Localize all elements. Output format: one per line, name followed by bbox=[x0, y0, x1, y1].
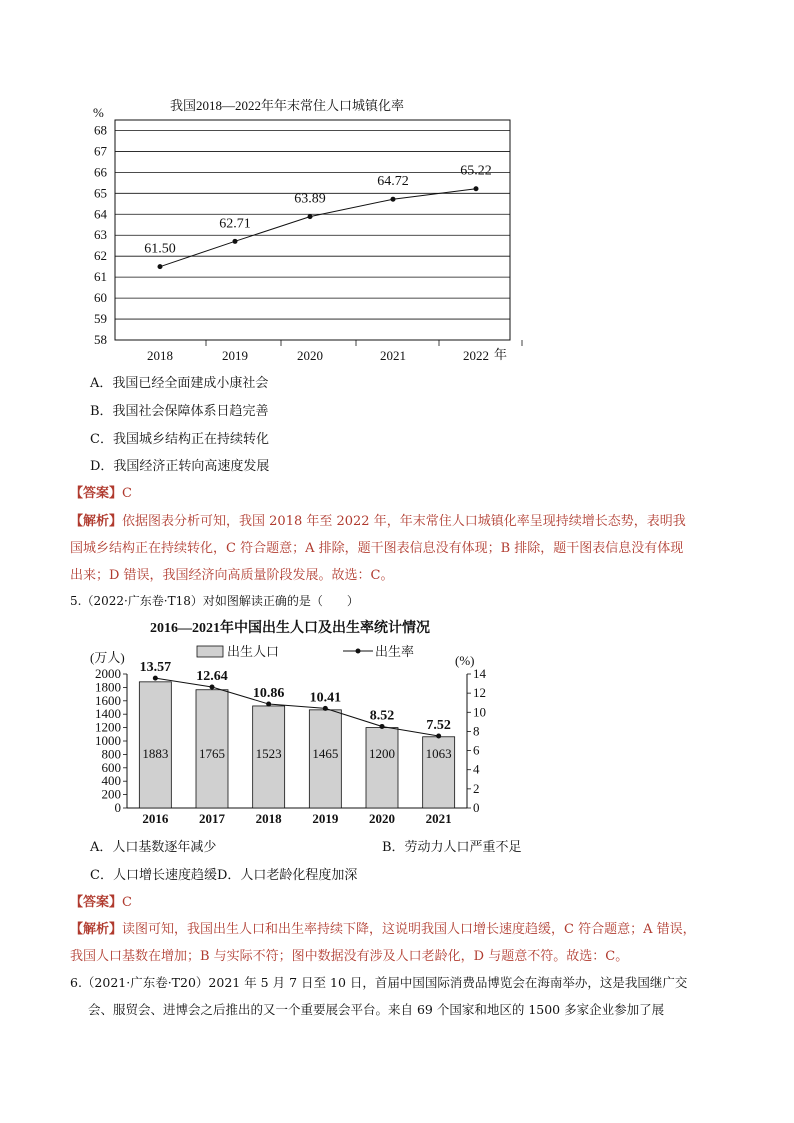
q4-analysis-text-1: 依据图表分析可知，我国 2018 年至 2022 年，年末常住人口城镇化率呈现持续增长态势，表明我 bbox=[122, 514, 686, 529]
chart1-plot-frame bbox=[115, 120, 510, 340]
chart2-right-tick-label: 8 bbox=[473, 723, 480, 739]
chart2-rate-label: 7.52 bbox=[426, 718, 451, 734]
chart1-series bbox=[144, 164, 492, 269]
chart1-y-tick-label: 68 bbox=[94, 122, 107, 138]
q5-option-cd: C．人口增长速度趋缓D．人口老龄化程度加深 bbox=[90, 868, 358, 883]
chart1-x-ticks bbox=[147, 340, 522, 363]
chart1-data-label: 65.22 bbox=[460, 163, 492, 179]
q4-option-b: B．我国社会保障体系日趋完善 bbox=[90, 404, 269, 419]
legend-bar-swatch bbox=[197, 646, 223, 657]
q4-option-a: A．我国已经全面建成小康社会 bbox=[90, 376, 269, 391]
chart2-bar-label: 1063 bbox=[425, 746, 452, 761]
chart2-right-tick-label: 14 bbox=[473, 666, 486, 681]
chart1-data-label: 64.72 bbox=[377, 174, 409, 190]
q5-option-a: A．人口基数逐年减少 bbox=[90, 840, 217, 855]
q5-option-b: B．劳动力人口严重不足 bbox=[382, 840, 522, 855]
q5-analysis-text-1: 读图可知，我国出生人口和出生率持续下降，这说明我国人口增长速度趋缓，C 符合题意；A 错误， bbox=[122, 922, 696, 937]
chart2-left-tick-label: 1000 bbox=[95, 733, 121, 748]
chart2-right-unit: (%) bbox=[455, 653, 475, 668]
chart2-rate-point bbox=[153, 676, 158, 681]
chart1-y-tick-label: 67 bbox=[94, 143, 107, 159]
chart2-rate-label: 10.86 bbox=[252, 686, 285, 702]
q6-stem-line-1: 6.（2021·广东卷·T20）2021 年 5 月 7 日至 10 日，首届中国国际消费品博览会在海南举办，这是我国继广交 bbox=[70, 975, 688, 990]
q4-analysis-line-2: 国城乡结构正在持续转化，C 符合题意；A 排除，题干图表信息没有体现；B 排除，题干图表信息没有体现 bbox=[70, 541, 684, 556]
chart1-y-tick-label: 66 bbox=[94, 164, 107, 180]
q4-answer-value: C bbox=[122, 486, 132, 501]
chart2-x-tick-label: 2021 bbox=[425, 811, 452, 826]
urbanization-line-chart bbox=[80, 90, 530, 370]
chart2-left-tick-label: 1200 bbox=[95, 719, 121, 735]
chart1-y-tick-label: 59 bbox=[94, 311, 107, 327]
q5-answer-value: C bbox=[122, 895, 132, 910]
q5-analysis-line-1 bbox=[70, 918, 696, 937]
chart2-bar bbox=[366, 728, 398, 808]
legend-line-label: 出生率 bbox=[375, 644, 415, 659]
q4-option-c: C．我国城乡结构正在持续转化 bbox=[90, 432, 269, 447]
chart2-right-tick-label: 12 bbox=[473, 685, 486, 701]
chart2-x-tick-label: 2017 bbox=[199, 811, 225, 826]
chart1-data-label: 62.71 bbox=[219, 216, 251, 232]
chart2-right-tick-label: 4 bbox=[473, 761, 480, 777]
chart2-right-tick-label: 0 bbox=[473, 800, 480, 815]
chart1-y-tick-label: 65 bbox=[94, 185, 107, 201]
chart2-rate-label: 13.57 bbox=[139, 660, 172, 676]
chart1-data-label: 63.89 bbox=[294, 191, 326, 207]
chart1-data-point bbox=[391, 197, 396, 202]
chart2-rate-point bbox=[380, 724, 385, 729]
legend-line-marker bbox=[356, 649, 361, 654]
chart1-title: 我国2018—2022年年末常住人口城镇化率 bbox=[170, 98, 405, 113]
chart2-rate-point bbox=[323, 706, 328, 711]
q5-answer bbox=[70, 891, 132, 910]
chart1-x-tick-label: 2021 bbox=[380, 348, 406, 363]
chart1-x-tick-label: 2022 bbox=[463, 348, 489, 363]
chart1-y-tick-label: 63 bbox=[94, 227, 107, 243]
chart2-left-tick-label: 200 bbox=[101, 786, 121, 802]
chart1-data-point bbox=[308, 214, 313, 219]
chart2-rate-label: 10.41 bbox=[309, 690, 342, 706]
chart1-y-tick-label: 60 bbox=[94, 290, 107, 306]
chart2-rate-label: 12.64 bbox=[196, 669, 228, 685]
chart1-gridlines bbox=[115, 120, 510, 340]
chart1-data-label: 61.50 bbox=[144, 241, 176, 257]
q4-option-d: D．我国经济正转向高速度发展 bbox=[90, 459, 270, 474]
chart1-y-ticks bbox=[94, 122, 108, 347]
chart2-bar bbox=[139, 682, 171, 808]
q5-analysis-line-2: 我国人口基数在增加；B 与实际不符；图中数据没有涉及人口老龄化，D 与题意不符。故选：C。 bbox=[70, 949, 629, 964]
q4-analysis-line-3: 出来；D 错误，我国经济向高质量阶段发展。故选：C。 bbox=[70, 568, 394, 583]
chart1-x-tick-label: 2019 bbox=[222, 348, 248, 363]
chart2-bar-label: 1200 bbox=[369, 746, 395, 761]
chart2-right-tick-label: 10 bbox=[473, 704, 486, 720]
chart2-left-tick-label: 2000 bbox=[95, 666, 121, 681]
chart2-x-tick-label: 2016 bbox=[142, 811, 169, 826]
chart2-right-tick-label: 6 bbox=[473, 742, 480, 758]
chart2-title: 2016—2021年中国出生人口及出生率统计情况 bbox=[150, 621, 430, 636]
q4-answer bbox=[70, 482, 132, 501]
chart2-bar-label: 1765 bbox=[199, 746, 225, 761]
chart2-bar-label: 1465 bbox=[312, 746, 339, 761]
q5-analysis-tag: 【解析】 bbox=[70, 922, 123, 937]
chart2-right-tick-label: 2 bbox=[473, 780, 480, 796]
chart1-y-tick-label: 58 bbox=[94, 332, 107, 347]
chart1-y-unit: % bbox=[93, 105, 104, 120]
chart2-left-unit: (万人) bbox=[90, 650, 125, 665]
chart2-x-tick-label: 2019 bbox=[312, 811, 339, 826]
chart2-left-tick-label: 800 bbox=[101, 746, 121, 762]
chart1-x-unit: 年 bbox=[494, 347, 508, 362]
chart2-left-tick-label: 400 bbox=[101, 773, 121, 789]
chart2-bar-label: 1523 bbox=[255, 746, 282, 761]
chart1-x-tick-label: 2018 bbox=[147, 348, 173, 363]
chart2-rate-line bbox=[140, 660, 451, 738]
chart2-x-tick-label: 2018 bbox=[255, 811, 282, 826]
chart2-bars bbox=[139, 682, 454, 808]
chart2-rate-label: 8.52 bbox=[369, 708, 395, 724]
q4-answer-tag: 【答案】 bbox=[70, 486, 123, 501]
chart2-bar-label: 1883 bbox=[142, 746, 169, 761]
chart1-y-tick-label: 62 bbox=[94, 248, 107, 264]
chart2-left-tick-label: 1600 bbox=[95, 692, 121, 708]
chart2-rate-point bbox=[266, 702, 271, 707]
q6-stem-line-2: 会、服贸会、进博会之后推出的又一个重要展会平台。来自 69 个国家和地区的 1500 多家企业参加了展 bbox=[88, 1002, 665, 1017]
chart1-data-point bbox=[158, 264, 163, 269]
chart2-rate-point bbox=[210, 685, 215, 690]
q4-analysis-line-1 bbox=[70, 510, 686, 529]
chart1-data-point bbox=[474, 186, 479, 191]
chart2-left-tick-label: 0 bbox=[114, 800, 121, 815]
chart1-y-tick-label: 61 bbox=[94, 269, 107, 285]
legend-bar-label: 出生人口 bbox=[227, 644, 280, 659]
q4-analysis-tag: 【解析】 bbox=[70, 514, 123, 529]
chart2-left-tick-label: 1400 bbox=[95, 706, 121, 722]
chart1-x-tick-label: 2020 bbox=[297, 348, 323, 363]
chart2-left-tick-label: 1800 bbox=[95, 679, 121, 695]
births-bar-line-chart bbox=[85, 612, 505, 832]
chart2-left-tick-label: 600 bbox=[101, 759, 121, 775]
q5-answer-tag: 【答案】 bbox=[70, 895, 123, 910]
chart1-data-point bbox=[233, 239, 238, 244]
chart2-rate-point bbox=[436, 734, 441, 739]
q5-stem: 5.（2022·广东卷·T18）对如图解读正确的是（ ） bbox=[70, 594, 359, 608]
chart1-y-tick-label: 64 bbox=[94, 206, 107, 222]
chart2-x-tick-label: 2020 bbox=[369, 811, 395, 826]
